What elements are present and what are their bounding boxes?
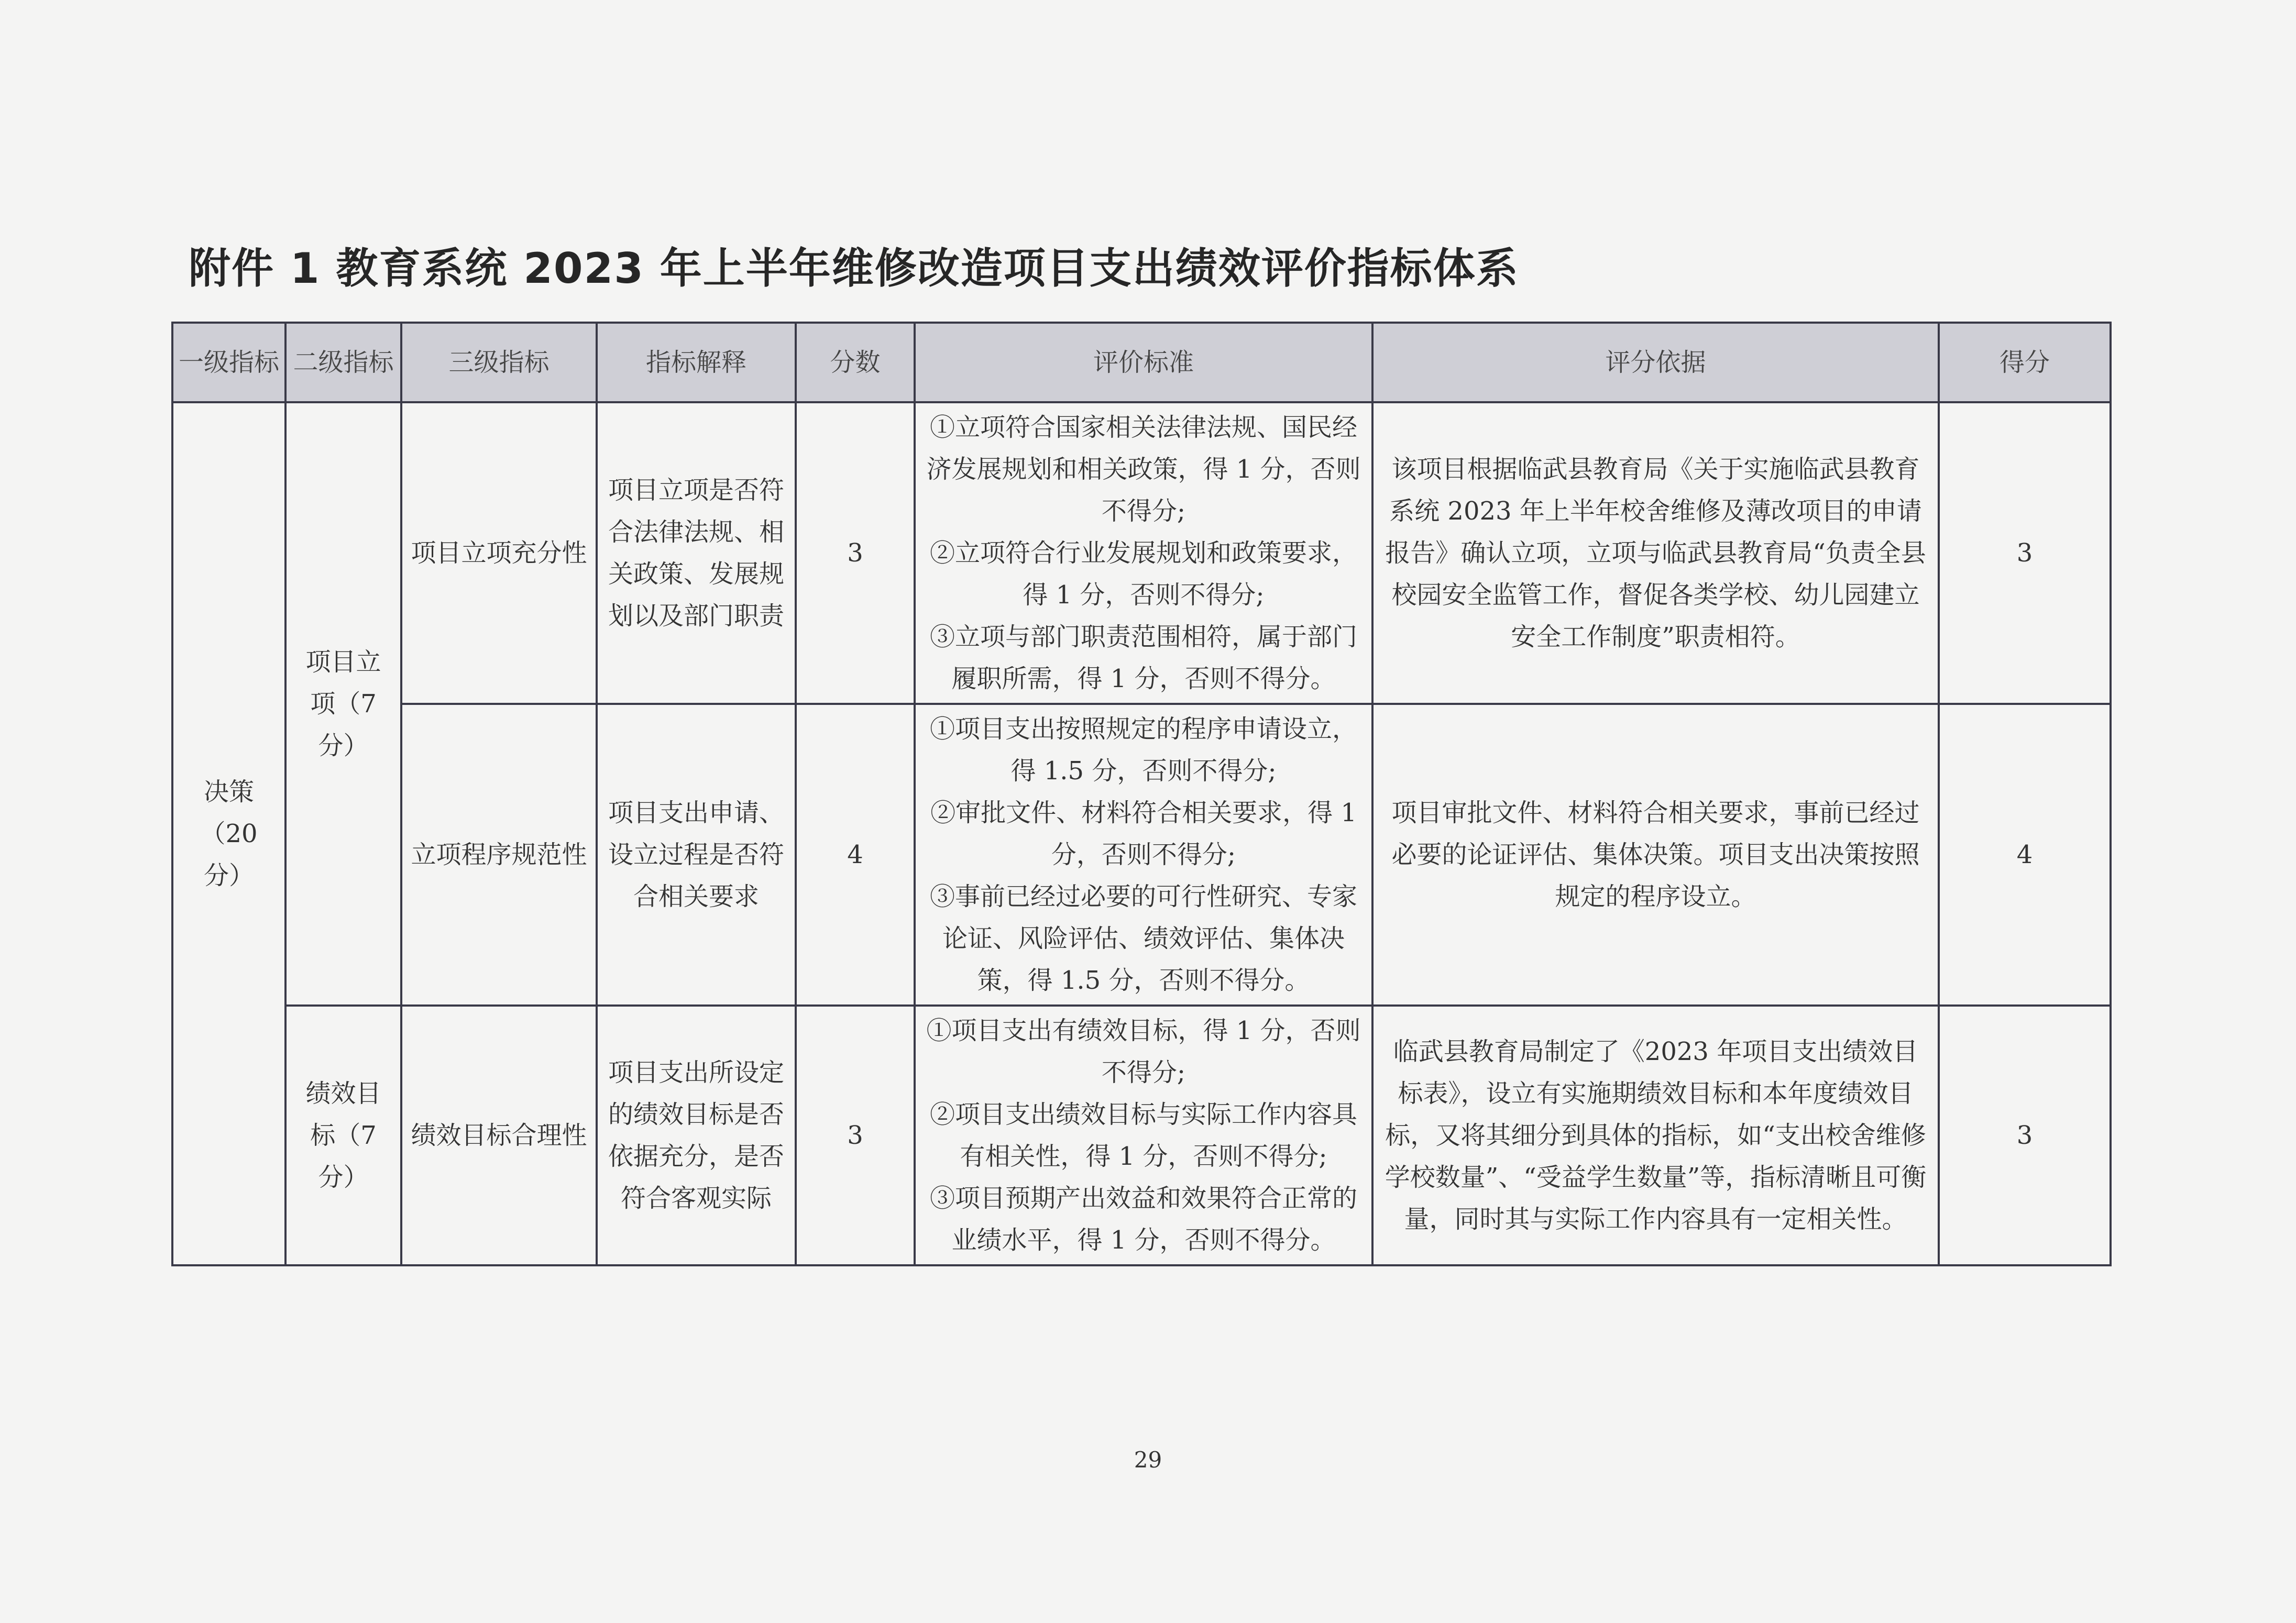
- criteria-item: ②审批文件、材料符合相关要求，得 1 分，否则不得分;: [930, 798, 1357, 869]
- table-header: [172, 323, 2111, 402]
- explanation-cell: 项目支出申请、设立过程是否符合相关要求: [597, 704, 796, 1006]
- result-cell: 4: [1939, 704, 2111, 1006]
- criteria-item: ③事前已经过必要的可行性研究、专家论证、风险评估、绩效评估、集体决策，得 1.5 分，否则不得分。: [929, 882, 1357, 995]
- criteria-item: ③项目预期产出效益和效果符合正常的业绩水平，得 1 分，否则不得分。: [929, 1184, 1357, 1255]
- header-level2: 二级指标: [285, 323, 401, 402]
- explanation-cell: 项目支出所设定的绩效目标是否依据充分，是否符合客观实际: [597, 1006, 796, 1265]
- score-cell: 3: [796, 402, 915, 704]
- criteria-item: ①项目支出按照规定的程序申请设立，得 1.5 分，否则不得分;: [929, 714, 1357, 786]
- result-cell: 3: [1939, 1006, 2111, 1265]
- table-row: [172, 704, 2111, 1006]
- level2-cell: 绩效目标（7分）: [285, 1006, 401, 1265]
- basis-cell: 该项目根据临武县教育局《关于实施临武县教育系统 2023 年上半年校舍维修及薄改项目的申请报告》确认立项，立项与临武县教育局“负责全县校园安全监管工作，督促各类学校、幼儿园建立安全工作制度”职责相符。: [1372, 402, 1939, 704]
- score-cell: 3: [796, 1006, 915, 1265]
- level3-cell: 项目立项充分性: [401, 402, 597, 704]
- header-row: [172, 323, 2111, 402]
- score-cell: 4: [796, 704, 915, 1006]
- level3-cell: 绩效目标合理性: [401, 1006, 597, 1265]
- criteria-cell: [915, 704, 1372, 1006]
- level2-cell: 项目立项（7分）: [285, 402, 401, 1006]
- table-row: [172, 402, 2111, 704]
- explanation-cell: 项目立项是否符合法律法规、相关政策、发展规划以及部门职责: [597, 402, 796, 704]
- page-title: 附件 1 教育系统 2023 年上半年维修改造项目支出绩效评价指标体系: [189, 244, 1519, 293]
- criteria-cell: [915, 402, 1372, 704]
- criteria-item: ①项目支出有绩效目标，得 1 分，否则不得分;: [926, 1016, 1361, 1087]
- level3-cell: 立项程序规范性: [401, 704, 597, 1006]
- result-cell: 3: [1939, 402, 2111, 704]
- level1-cell: 决策（20分）: [172, 402, 285, 1265]
- criteria-cell: [915, 1006, 1372, 1265]
- header-criteria: 评价标准: [915, 323, 1372, 402]
- criteria-item: ③立项与部门职责范围相符，属于部门履职所需，得 1 分，否则不得分。: [929, 622, 1357, 693]
- page-number: 29: [1134, 1447, 1162, 1473]
- header-basis: 评分依据: [1372, 323, 1939, 402]
- table-row: [172, 1006, 2111, 1265]
- header-result: 得分: [1939, 323, 2111, 402]
- evaluation-table: [171, 322, 2112, 1266]
- criteria-item: ①立项符合国家相关法律法规、国民经济发展规划和相关政策，得 1 分，否则不得分;: [926, 413, 1361, 526]
- criteria-item: ②项目支出绩效目标与实际工作内容具有相关性，得 1 分，否则不得分;: [929, 1100, 1357, 1171]
- header-explanation: 指标解释: [597, 323, 796, 402]
- header-level3: 三级指标: [401, 323, 597, 402]
- basis-cell: 项目审批文件、材料符合相关要求，事前已经过必要的论证评估、集体决策。项目支出决策按照规定的程序设立。: [1372, 704, 1939, 1006]
- header-score: 分数: [796, 323, 915, 402]
- criteria-item: ②立项符合行业发展规划和政策要求，得 1 分，否则不得分;: [929, 538, 1357, 610]
- header-level1: 一级指标: [172, 323, 285, 402]
- basis-cell: 临武县教育局制定了《2023 年项目支出绩效目标表》，设立有实施期绩效目标和本年度绩效目标，又将其细分到具体的指标，如“支出校舍维修学校数量”、“受益学生数量”等，指标清晰且可衡量，同时其与实际工作内容具有一定相关性。: [1372, 1006, 1939, 1265]
